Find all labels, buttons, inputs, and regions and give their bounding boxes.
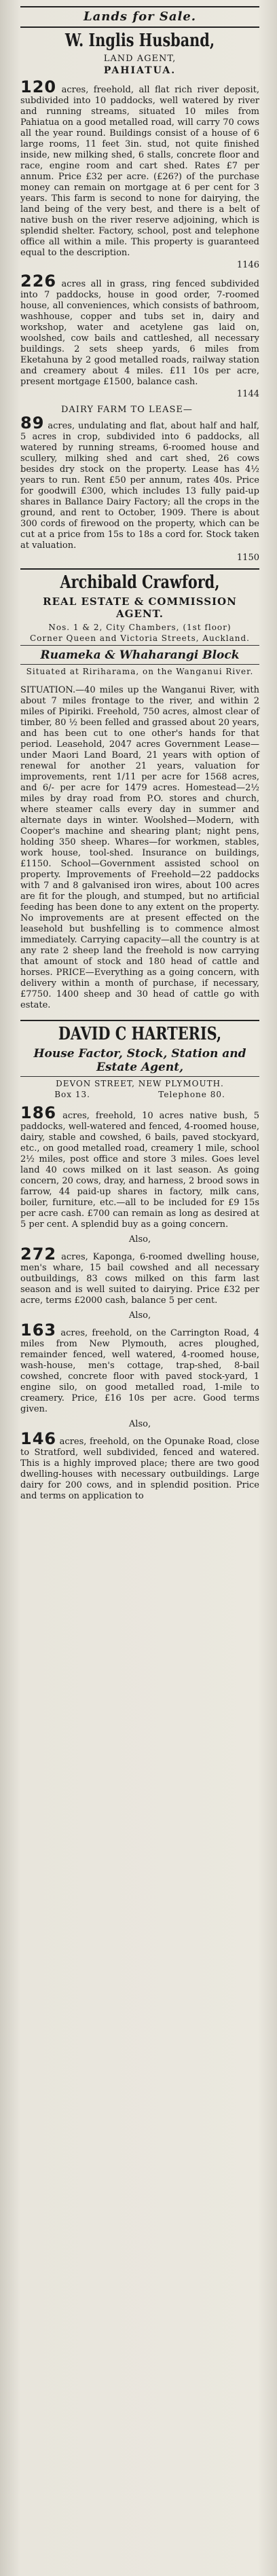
listing xyxy=(20,77,259,259)
divider xyxy=(20,1020,259,1021)
address-line: DEVON STREET, NEW PLYMOUTH. xyxy=(56,1079,224,1088)
situation-text: SITUATION.—40 miles up the Wanganui River, with about 7 miles frontage to the river, and within 2 miles of Pipiriki. Freehold, 750 acres, almost clear of timber, 80 ½ been felled and grassed about 20 years, and has been cut to one other's hands for that period. Leasehold, 2047 acres Government Lease—under Maori Land Board, 21 years with option of renewal for another 21 years, valuation for improvements, rent 1/11 per acre for 1568 acres, and 6/- per acre for 1479 acres. Homestead—2½ miles by dray road from P.O. stores and church, where steamer calls every day in summer and alternate days in winter. Woolshed—Modern, with Cooper's machine and shearing plant; night pens, holding 350 sheep. Whares—for workmen, stables, work house, tool-shed. Insurance on buildings, £1150. School—Government assisted school on property. Improvements of Freehold—22 paddocks with 7 and 8 galvanised iron wires, about 100 acres are fit for the plough, and stumped, but no artificial feeding has been done to any extent on the property. No improvements are at present effected on the leasehold but bushfelling is to commence almost immediately. Carrying capacity—all the country is at any rate 2 sheep land the freehold is now carrying that amount of stock and 180 head of cattle and horses. PRICE—Everything as a going concern, with delivery within a month of purchase, if necessary, £7750. 1400 sheep and 30 head of cattle go with estate. xyxy=(20,685,259,1010)
agent-title-crawford: REAL ESTATE & COMMISSION AGENT. xyxy=(43,595,237,620)
agent-place-husband: PAHIATUA. xyxy=(103,65,177,76)
lot-number: 120 xyxy=(20,77,57,96)
listing xyxy=(20,1103,259,1230)
divider xyxy=(20,6,259,7)
block-title: Ruameka & Whaharangi Block xyxy=(40,648,240,662)
block-subtitle: Situated at Ririharama, on the Wanganui River. xyxy=(26,667,254,676)
lot-number: 226 xyxy=(20,272,57,291)
section-title: Lands for Sale. xyxy=(83,10,197,24)
telephone: Telephone 80. xyxy=(158,1090,225,1099)
agent-title-charteris: House Factor, Stock, Station and Estate Agent, xyxy=(33,1047,246,1074)
listing xyxy=(20,272,260,388)
also-label: Also, xyxy=(128,1419,151,1429)
listing-text: acres, freehold, on the Opunake Road, close to Stratford, well subdivided, fenced and watered. This is a highly improved place; there are two good dwelling-houses with necessary outbuildings. Large dairy for 200 cows, and in splendid position. Price and terms on application to xyxy=(20,1437,259,1501)
box-number: Box 13. xyxy=(54,1090,90,1099)
listing-text: acres, undulating and flat, about half and half, 5 acres in crop, subdivided into 6 paddocks, all watered by running streams, 6-roomed house and scullery, milking shed and cart shed, 26 cows besides dry stock on the property. Lease has 4½ years to run. Rent £50 per annum, rates 40s. Price for goodwill £300, which includes 13 fully paid-up shares in Ballance Dairy Factory; all the crops in the ground, and rent to October, 1909. There is about 300 cords of firewood on the property, which can be cut at a price from 15s to 18s a cord for. Stock taken at valuation. xyxy=(20,421,260,551)
agent-name-charteris: DAVID C HARTERIS, xyxy=(58,1024,222,1044)
listing-text: acres, freehold, 10 acres native bush, 5 paddocks, well-watered and fenced, 4-roomed house, dairy, stable and cowshed, 6 bails, paved stockyard, etc., on good metalled road, creamery 1 mile, school 2½ miles, post office and store 3 miles. Goes level land 40 cows milked on it last season. As going concern, 20 cows, dray, and harness, 2 brood sows in farrow, 44 paid-up shares in factory, milk cans, boiler, furniture, etc.—all to be included for £9 15s per acre cash. £700 can remain as long as desired at 5 per cent. A splendid buy as a going concern. xyxy=(20,1111,259,1230)
listing-ref: 1146 xyxy=(236,260,259,270)
listing-ref: 1150 xyxy=(236,553,259,563)
also-label: Also, xyxy=(128,1234,151,1245)
agent-name-crawford: Archibald Crawford, xyxy=(60,572,220,593)
lot-number: 89 xyxy=(20,413,45,433)
listing-text: acres, Kaponga, 6-roomed dwelling house, men's whare, 15 bail cowshed and all necessary outbuildings, 83 cows milked on this farm last season and is well suited to dairying. Price £32 per acre, terms £2000 cash, balance 5 per cent. xyxy=(20,1252,259,1306)
classifieds-column xyxy=(20,4,259,1505)
address-line: Nos. 1 & 2, City Chambers, (1st floor) xyxy=(48,623,232,632)
lot-number: 146 xyxy=(20,1429,57,1448)
contact-line xyxy=(20,1090,259,1099)
listing xyxy=(20,413,260,551)
listing xyxy=(20,1429,259,1502)
listing-text: acres, freehold, on the Carrington Road, 4 miles from New Plymouth, acres ploughed, remainder fenced, well watered, 4-roomed house, wash-house, men's cottage, trap-shed, 8-bail cowshed, concrete floor with paved stock-yard, 1 engine silo, on good metalled road, 1-mile to creamery. Price, £16 10s per acre. Good terms given. xyxy=(20,1328,259,1414)
agent-name-husband: W. Inglis Husband, xyxy=(64,31,215,51)
lot-number: 186 xyxy=(20,1103,57,1122)
listing xyxy=(20,1321,259,1415)
divider xyxy=(20,1076,259,1077)
address-line: Corner Queen and Victoria Streets, Auckland. xyxy=(29,633,250,643)
dairy-heading: DAIRY FARM TO LEASE— xyxy=(61,405,193,415)
listing-text: acres all in grass, ring fenced subdivided into 7 paddocks, house in good order, 7-roomed house, all conveniences, which consists of bathroom, washhouse, copper and tubs set in, dairy and workshop, water and acetylene gas laid on, woolshed, cow bails and cattleshed, all necessary buildings. 2 sets sheep yards, 6 miles from Eketahuna by 2 good metalled roads, railway station and creamery about 4 miles. £11 10s per acre, present mortgage £1500, balance cash. xyxy=(20,279,260,387)
divider xyxy=(20,568,259,570)
divider xyxy=(20,645,259,646)
listing-text: acres, freehold, all flat rich river deposit, subdivided into 10 paddocks, well watered by river and running streams, situated 10 miles from Pahiatua on a good metalled road, will carry 70 cows all the year round. Buildings consist of a house of 6 large rooms, 11 feet 3in. stud, not quite finished inside, new milking shed, 6 stalls, concrete floor and race, engine room and cart shed. Rates £7 per annum. Price £32 per acre. (£26?) of the purchase money can remain on mortgage at 6 per cent for 3 years. This farm is second to none for dairying, the land being of the very best, and there is a belt of native bush on the river reserve adjoining, which is splendid shelter. Factory, school, post and telephone office all within a mile. This property is guaranteed equal to the description. xyxy=(20,85,259,258)
lot-number: 272 xyxy=(20,1245,57,1264)
agent-title-husband: LAND AGENT, xyxy=(103,54,177,64)
listing-ref: 1144 xyxy=(236,389,259,399)
also-label: Also, xyxy=(128,1310,151,1321)
divider xyxy=(20,664,259,665)
lot-number: 163 xyxy=(20,1321,57,1340)
listing xyxy=(20,1245,259,1306)
divider xyxy=(20,26,259,28)
